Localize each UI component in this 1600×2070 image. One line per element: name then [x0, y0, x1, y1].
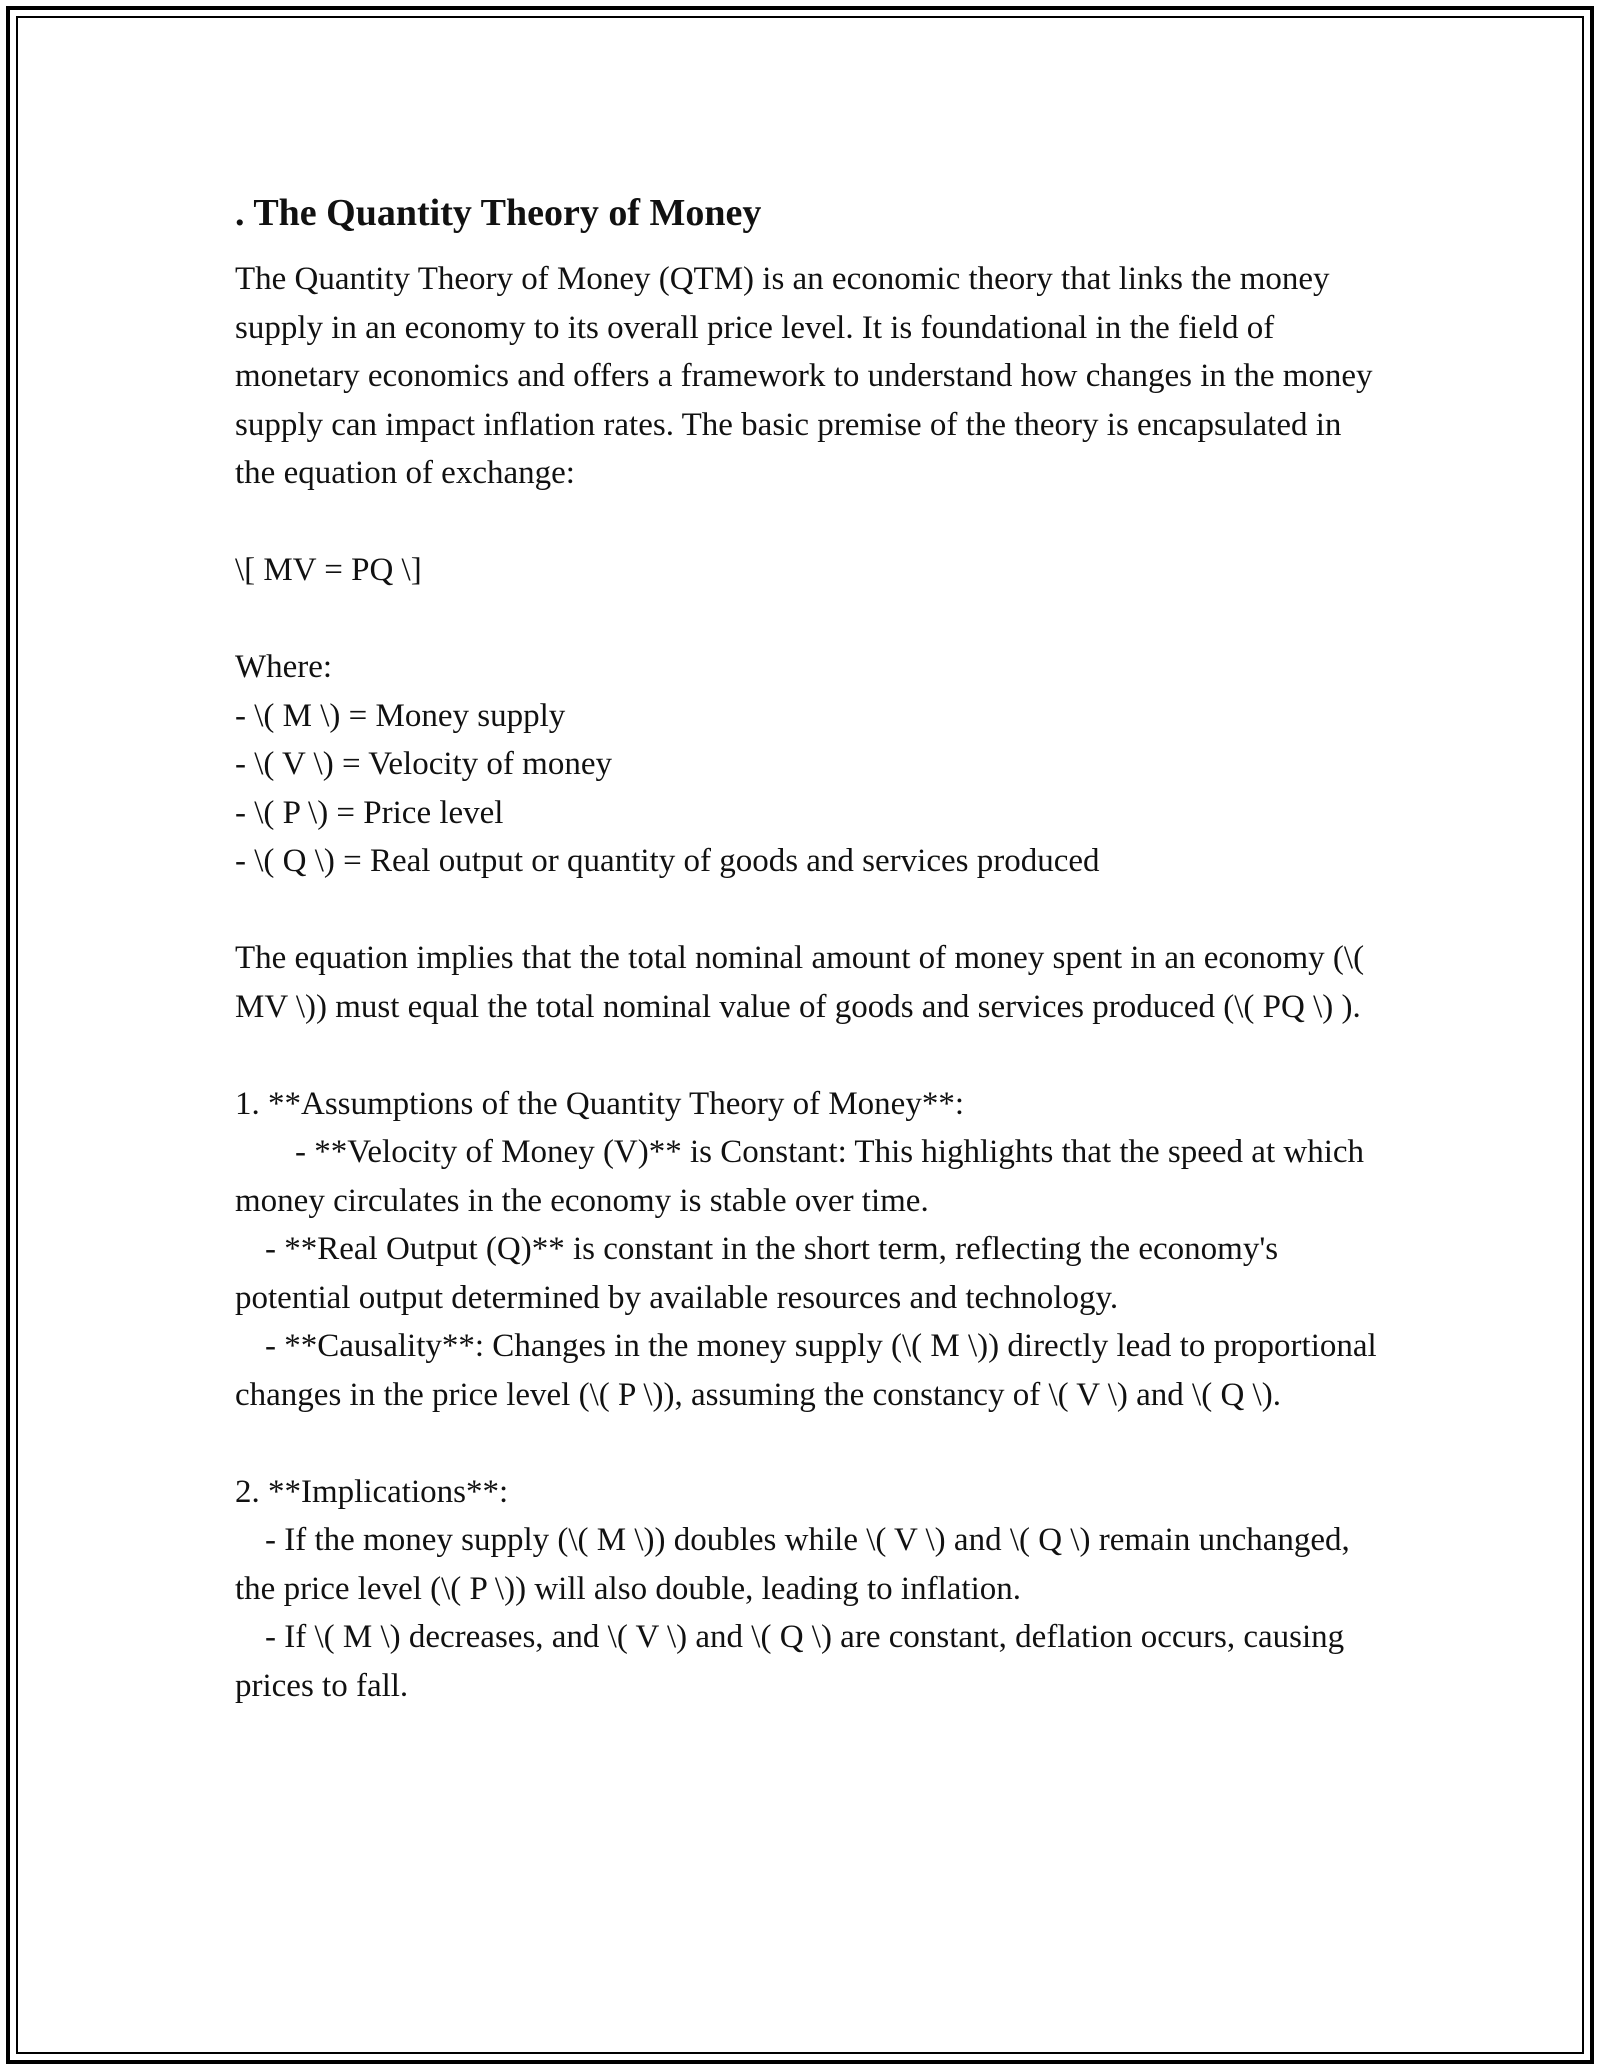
spacer: [235, 498, 1385, 547]
document-title: . The Quantity Theory of Money: [235, 192, 762, 234]
equation: \[ MV = PQ \]: [235, 552, 422, 588]
implication-item-text: - If \( M \) decreases, and \( V \) and \( Q \) are constant, deflation occurs, causing prices to fall.: [235, 1619, 1345, 1704]
spacer: [235, 595, 1385, 644]
assumption-item-text: - **Real Output (Q)** is constant in the short term, reflecting the economy's potential output determined by available resources and technology.: [235, 1231, 1279, 1316]
definition-item: - \( V \) = Velocity of money: [235, 746, 612, 782]
implication-item: [235, 1516, 1385, 1613]
definition-item: - \( M \) = Money supply: [235, 697, 566, 734]
definition-item: - \( P \) = Price level: [235, 794, 504, 831]
assumption-item: [235, 1225, 1385, 1322]
implications-heading: 2. **Implications**:: [235, 1473, 509, 1510]
implication-item-text: - If the money supply (\( M \)) doubles while \( V \) and \( Q \) remain unchanged, the price level (\( P \)) will also double, leading to inflation.: [235, 1522, 1350, 1607]
assumptions-heading: 1. **Assumptions of the Quantity Theory of Money**:: [235, 1085, 964, 1122]
spacer: [235, 886, 1385, 935]
spacer: [235, 1031, 1385, 1080]
implication-paragraph: The equation implies that the total nominal amount of money spent in an economy (\( MV \)) must equal the total nominal value of goods and services produced (\( PQ \) ).: [235, 940, 1365, 1025]
document-body: [235, 185, 1385, 1710]
assumption-item-text: - **Causality**: Changes in the money supply (\( M \)) directly lead to proportional changes in the price level (\( P \)), assuming the constancy of \( V \) and \( Q \).: [235, 1328, 1377, 1413]
where-label: Where:: [235, 649, 333, 685]
implication-item: [235, 1613, 1385, 1710]
spacer: [235, 1419, 1385, 1468]
definition-item: - \( Q \) = Real output or quantity of goods and services produced: [235, 843, 1100, 879]
intro-paragraph: The Quantity Theory of Money (QTM) is an economic theory that links the money supply in an economy to its overall price level. It is foundational in the field of monetary economics and offers a framework to understand how changes in the money supply can impact inflation rates. The basic premise of the theory is encapsulated in the equation of exchange:: [235, 261, 1373, 491]
assumption-item-text: - **Velocity of Money (V)** is Constant: This highlights that the speed at which money circulates in the economy is stable over time.: [235, 1134, 1365, 1219]
assumption-item: [235, 1322, 1385, 1419]
assumption-item: [235, 1128, 1385, 1225]
